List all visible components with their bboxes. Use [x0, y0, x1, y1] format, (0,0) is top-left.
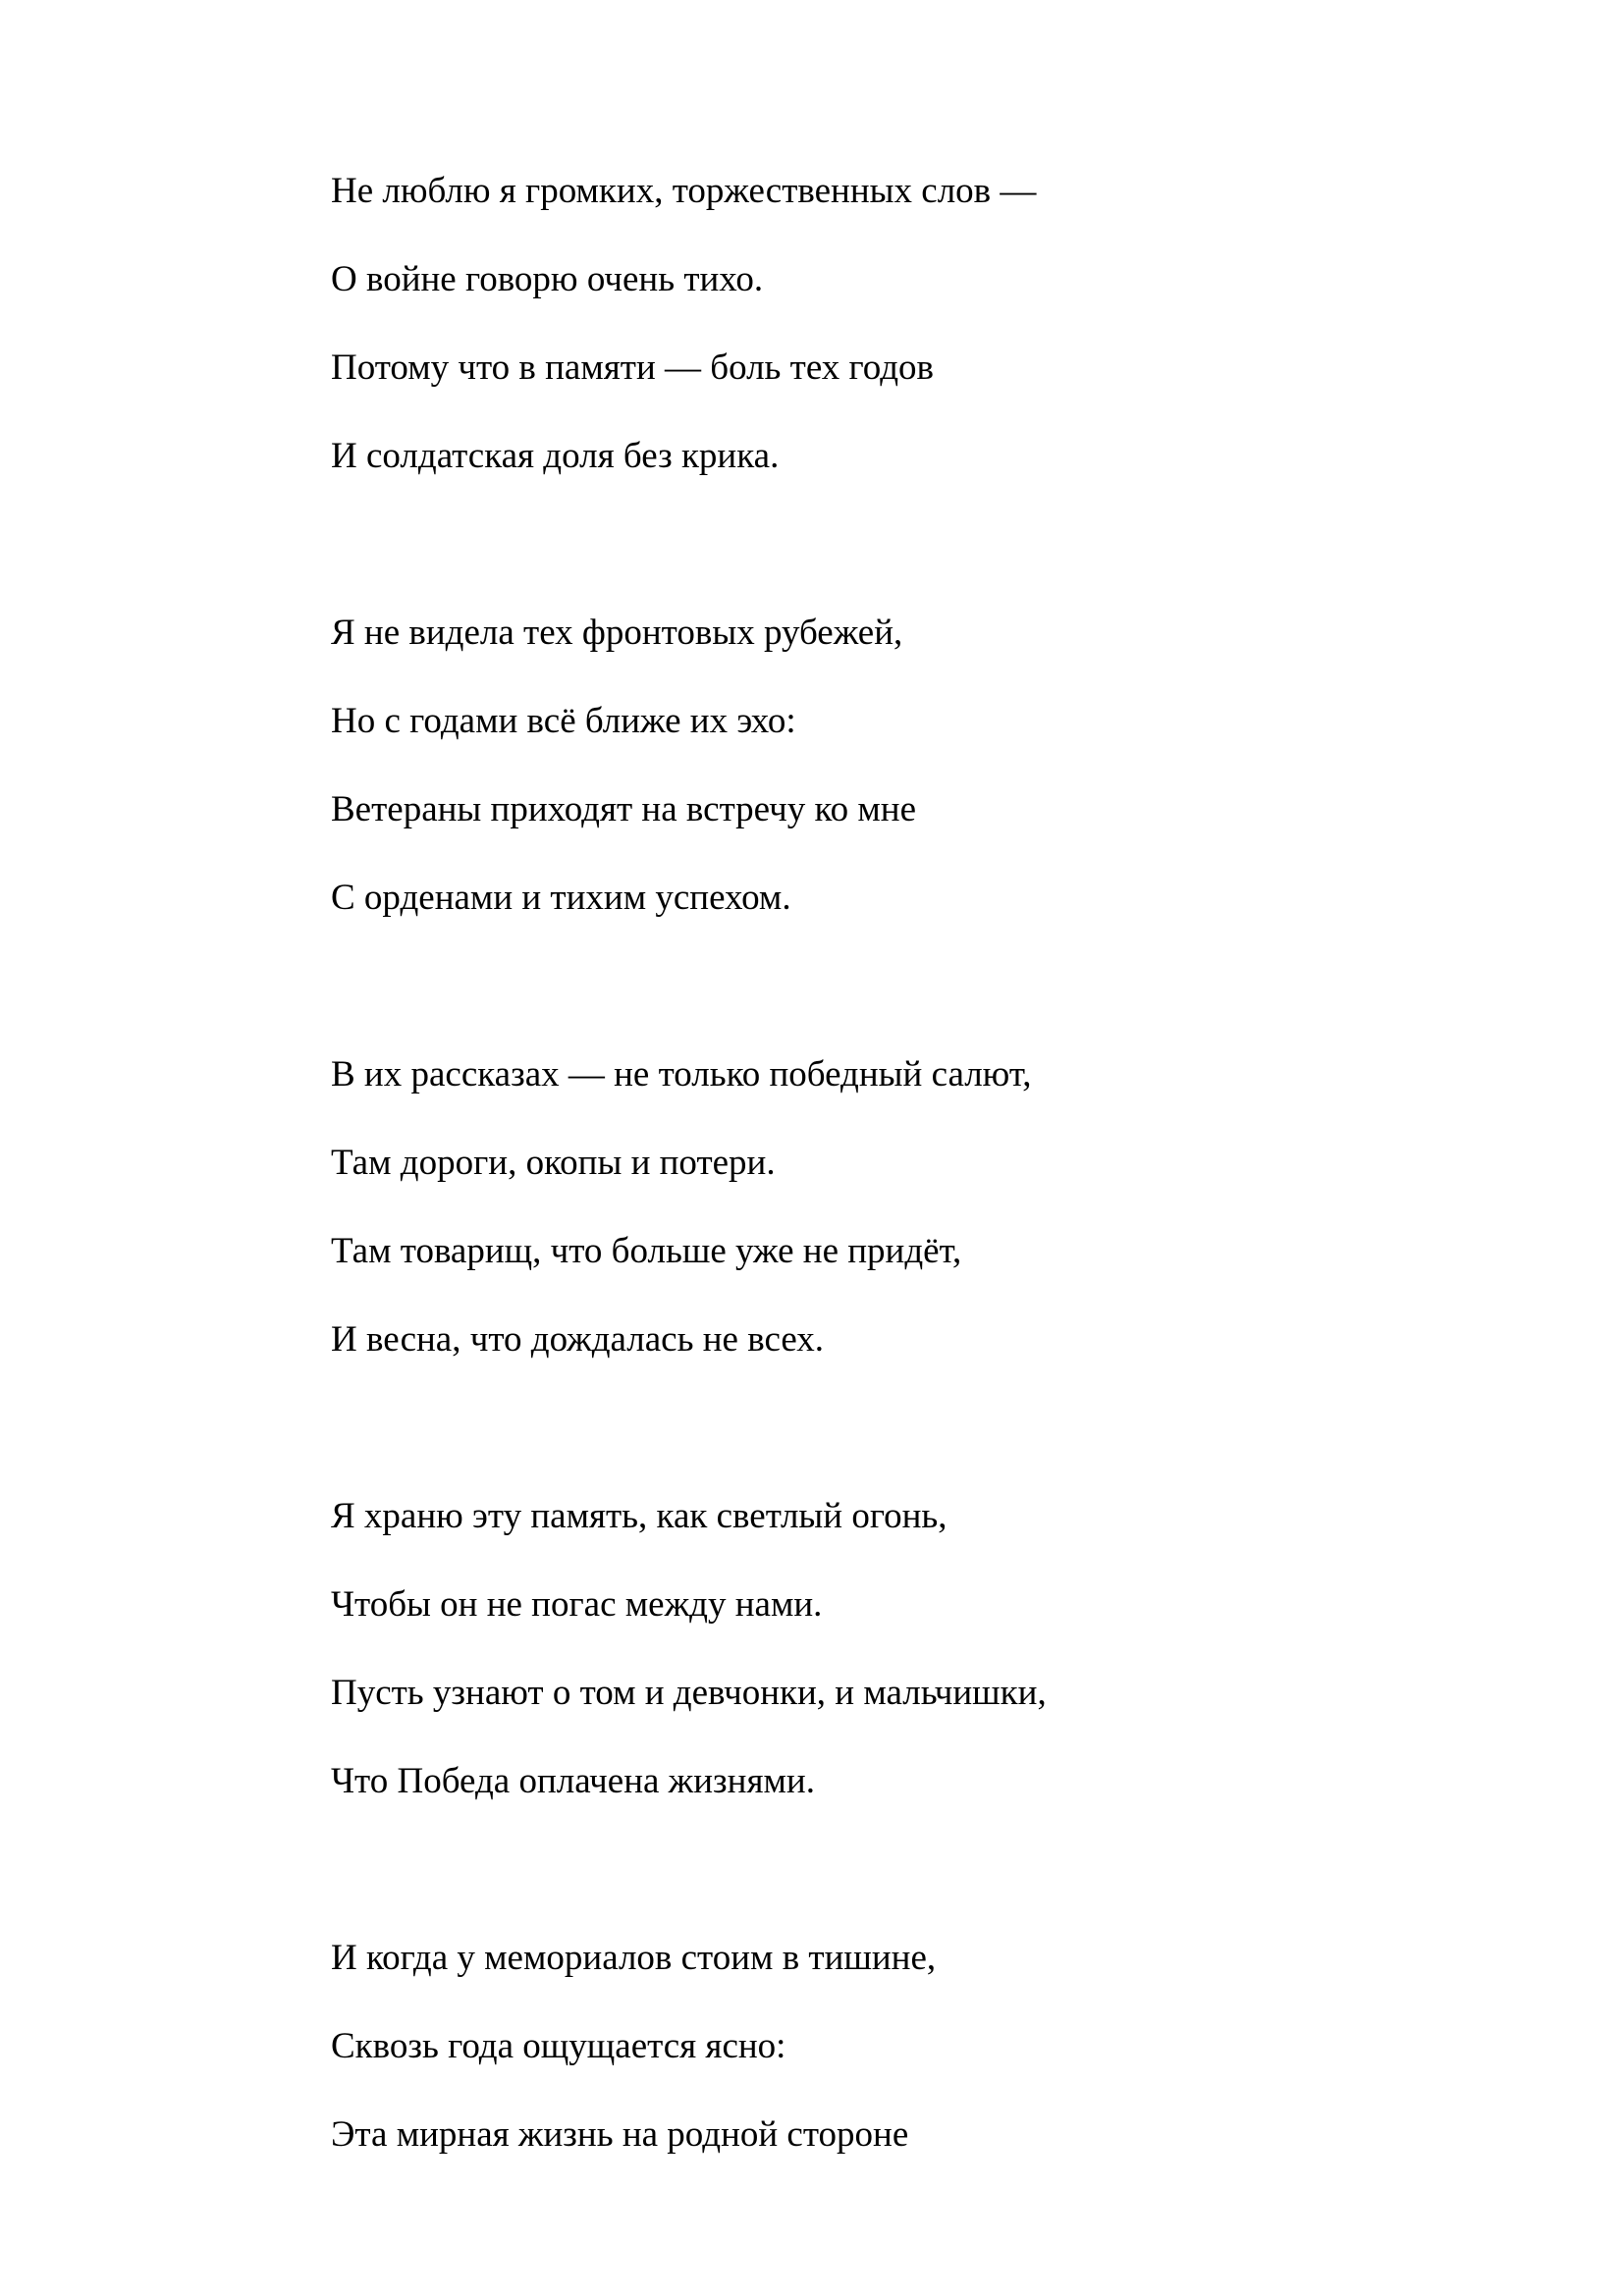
poem-body: [331, 147, 1313, 2179]
poem-line: Я не видела тех фронтовых рубежей,: [331, 613, 903, 653]
poem-line: Но с годами всё ближе их эхо:: [331, 701, 796, 741]
stanza: [331, 1031, 1313, 1384]
poem-line: Что Победа оплачена жизнями.: [331, 1761, 815, 1801]
poem-line: Там товарищ, что больше уже не придёт,: [331, 1231, 962, 1271]
poem-line: И солдатская доля без крика.: [331, 436, 780, 476]
stanza-gap: [331, 501, 1313, 589]
poem-line: О войне говорю очень тихо.: [331, 259, 764, 299]
poem-line: С орденами и тихим успехом.: [331, 878, 791, 918]
stanza-gap: [331, 1826, 1313, 1914]
poem-line: И когда у мемориалов стоим в тишине,: [331, 1938, 937, 1978]
poem-line: Эта мирная жизнь на родной стороне: [331, 2114, 909, 2155]
poem-line: Пусть узнают о том и девчонки, и мальчишки,: [331, 1673, 1047, 1713]
poem-line: Там дороги, окопы и потери.: [331, 1143, 776, 1183]
poem-line: Я храню эту память, как светлый огонь,: [331, 1496, 947, 1536]
poem-line: В их рассказах — не только победный салют,: [331, 1054, 1032, 1095]
stanza-gap: [331, 1384, 1313, 1472]
stanza: [331, 1914, 1313, 2179]
poem-line: Ветераны приходят на встречу ко мне: [331, 789, 917, 829]
stanza: [331, 147, 1313, 501]
poem-line: Сквозь года ощущается ясно:: [331, 2026, 786, 2066]
poem-line: И весна, что дождалась не всех.: [331, 1319, 825, 1360]
poem-line: Чтобы он не погас между нами.: [331, 1584, 823, 1625]
poem-line: Потому что в памяти — боль тех годов: [331, 347, 935, 388]
poem-line: Не люблю я громких, торжественных слов —: [331, 171, 1037, 211]
stanza-gap: [331, 942, 1313, 1031]
stanza: [331, 589, 1313, 942]
stanza: [331, 1472, 1313, 1826]
